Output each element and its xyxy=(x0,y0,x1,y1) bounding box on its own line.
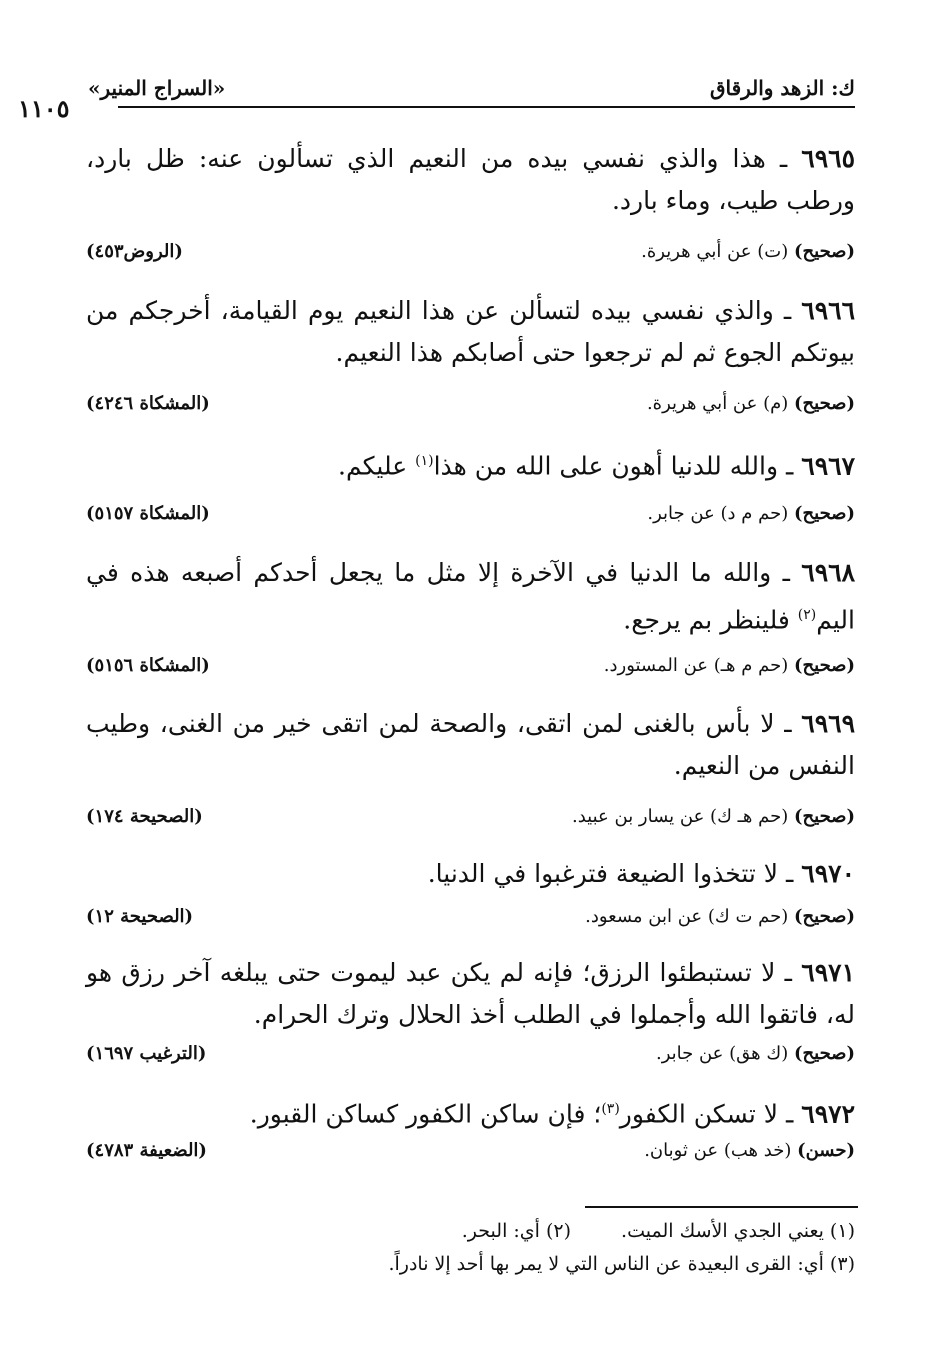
hadith-narration: (حم هـ ك) عن يسار بن عبيد. xyxy=(572,806,789,827)
hadith-body-end: عليكم. xyxy=(338,451,416,481)
hadith-text: ٦٩٦٧ ـ والله للدنيا أهون على الله من هذا$^{(١)}$ عليكم. xyxy=(338,451,855,481)
hadith-narration: (م) عن أبي هريرة. xyxy=(646,393,789,414)
book-title: «السراج المنير» xyxy=(88,76,226,100)
hadith-6972 xyxy=(86,1088,855,1135)
hadith-reference: (الضعيفة ٤٧٨٣) xyxy=(86,1140,207,1161)
hadith-body: لا تستبطئوا الرزق؛ فإنه لم يكن عبد ليموت حتى يبلغه آخر رزق هو له، فاتقوا الله وأجملوا في الطلب أخذ الحلال وترك الحرام. xyxy=(86,958,855,1029)
hadith-text: ٦٩٧٠ ـ لا تتخذوا الضيعة فترغبوا في الدنيا. xyxy=(427,859,855,888)
hadith-6966 xyxy=(86,290,855,374)
source-row-6970 xyxy=(86,906,855,938)
hadith-6971 xyxy=(86,952,855,1036)
hadith-body-end: فلينظر بم يرجع. xyxy=(623,605,798,635)
footnote-2: (٢) أي: البحر. xyxy=(461,1220,572,1242)
hadith-body: لا تتخذوا الضيعة فترغبوا في الدنيا. xyxy=(427,859,779,888)
hadith-text: ٦٩٧٢ ـ لا تسكن الكفور$^{(٣)}$؛ فإن ساكن الكفور كساكن القبور. xyxy=(249,1099,855,1129)
hadith-number: ٦٩٦٩ xyxy=(801,709,856,738)
hadith-reference: (الصحيحة ١٧٤) xyxy=(86,806,203,827)
chapter-title: ك: الزهد والرقاق xyxy=(709,76,855,100)
hadith-text: ٦٩٦٦ ـ والذي نفسي بيده لتسألن عن هذا النعيم يوم القيامة، أخرجكم من بيوتكم الجوع ثم لم ترجعوا حتى أصابكم هذا النعيم. xyxy=(86,296,856,367)
hadith-reference: (المشكاة ٥١٥٧) xyxy=(86,503,210,524)
page-header xyxy=(18,76,855,126)
footnote-line-1 xyxy=(95,1215,855,1248)
source-row-6972 xyxy=(86,1140,855,1172)
hadith-body: لا بأس بالغنى لمن اتقى، والصحة لمن اتقى خير من الغنى، وطيب النفس من النعيم. xyxy=(86,709,855,780)
footnote-1: (١) يعني الجدي الأسك الميت. xyxy=(621,1220,855,1242)
hadith-body: والله ما الدنيا في الآخرة إلا مثل ما يجعل أحدكم أصبعه هذه في اليم xyxy=(86,558,855,635)
hadith-text: ٦٩٧١ ـ لا تستبطئوا الرزق؛ فإنه لم يكن عبد ليموت حتى يبلغه آخر رزق هو له، فاتقوا الله وأجملوا في الطلب أخذ الحلال وترك الحرام. xyxy=(86,958,855,1029)
footnotes xyxy=(95,1215,855,1281)
hadith-reference: (الروض٤٥٣) xyxy=(86,241,183,262)
hadith-6968 xyxy=(86,552,855,641)
hadith-6969 xyxy=(86,703,855,787)
header-rule xyxy=(118,106,855,108)
hadith-number: ٦٩٦٧ xyxy=(801,451,855,481)
hadith-grade: (حسن) xyxy=(797,1140,855,1161)
source-row-6966 xyxy=(86,393,855,425)
hadith-grade: (صحيح) xyxy=(794,906,855,927)
footnote-marker[interactable]: (٣) xyxy=(601,1101,620,1117)
hadith-narration: (حم م هـ) عن المستورد. xyxy=(603,655,789,676)
hadith-number: ٦٩٦٦ xyxy=(801,296,856,325)
footnote-rule xyxy=(585,1206,858,1208)
source-row-6969 xyxy=(86,806,855,838)
hadith-number: ٦٩٦٥ xyxy=(801,144,855,173)
hadith-reference: (المشكاة ٥١٥٦) xyxy=(86,655,210,676)
footnote-line-2 xyxy=(95,1248,855,1281)
hadith-grade: (صحيح) xyxy=(794,655,855,676)
hadith-number: ٦٩٦٨ xyxy=(801,558,856,587)
source-row-6971 xyxy=(86,1043,855,1075)
hadith-narration: (حم م د) عن جابر. xyxy=(647,503,789,524)
source-row-6968 xyxy=(86,655,855,687)
page-number: ١١٠٥ xyxy=(18,94,70,123)
hadith-6965 xyxy=(86,138,855,222)
hadith-narration: (خد هب) عن ثوبان. xyxy=(644,1140,792,1161)
source-row-6965 xyxy=(86,241,855,273)
hadith-reference: (الترغيب ١٦٩٧) xyxy=(86,1043,207,1064)
hadith-grade: (صحيح) xyxy=(794,241,855,262)
hadith-body: والذي نفسي بيده لتسألن عن هذا النعيم يوم القيامة، أخرجكم من بيوتكم الجوع ثم لم ترجعوا حتى أصابكم هذا النعيم. xyxy=(86,296,855,367)
hadith-body: هذا والذي نفسي بيده من النعيم الذي تسألون عنه: ظل بارد، ورطب طيب، وماء بارد. xyxy=(86,144,855,215)
hadith-6967 xyxy=(86,440,855,487)
hadith-number: ٦٩٧١ xyxy=(801,958,855,987)
hadith-number: ٦٩٧٢ xyxy=(801,1099,855,1129)
hadith-grade: (صحيح) xyxy=(794,806,855,827)
hadith-narration: (حم ت ك) عن ابن مسعود. xyxy=(585,906,789,927)
hadith-narration: (ت) عن أبي هريرة. xyxy=(641,241,789,262)
source-row-6967 xyxy=(86,503,855,535)
hadith-text: ٦٩٦٥ ـ هذا والذي نفسي بيده من النعيم الذي تسألون عنه: ظل بارد، ورطب طيب، وماء بارد. xyxy=(86,144,855,215)
footnote-3: (٣) أي: القرى البعيدة عن الناس التي لا يمر بها أحد إلا نادراً. xyxy=(388,1253,855,1275)
hadith-body: والله للدنيا أهون على الله من هذا xyxy=(433,451,779,481)
hadith-text: ٦٩٦٨ ـ والله ما الدنيا في الآخرة إلا مثل ما يجعل أحدكم أصبعه هذه في اليم$^{(٢)}$ فلينظر بم يرجع. xyxy=(86,558,856,635)
hadith-narration: (ك هق) عن جابر. xyxy=(655,1043,789,1064)
hadith-6970 xyxy=(86,853,855,895)
footnote-marker[interactable]: (١) xyxy=(415,453,434,469)
footnote-marker[interactable]: (٢) xyxy=(797,607,817,623)
hadith-grade: (صحيح) xyxy=(794,393,855,414)
hadith-body: لا تسكن الكفور xyxy=(619,1099,779,1129)
hadith-number: ٦٩٧٠ xyxy=(801,859,855,888)
hadith-reference: (المشكاة ٤٢٤٦) xyxy=(86,393,210,414)
hadith-grade: (صحيح) xyxy=(794,1043,855,1064)
hadith-reference: (الصحيحة ١٢) xyxy=(86,906,194,927)
hadith-grade: (صحيح) xyxy=(794,503,855,524)
hadith-body-end: ؛ فإن ساكن الكفور كساكن القبور. xyxy=(249,1099,602,1129)
hadith-text: ٦٩٦٩ ـ لا بأس بالغنى لمن اتقى، والصحة لمن اتقى خير من الغنى، وطيب النفس من النعيم. xyxy=(86,709,856,780)
